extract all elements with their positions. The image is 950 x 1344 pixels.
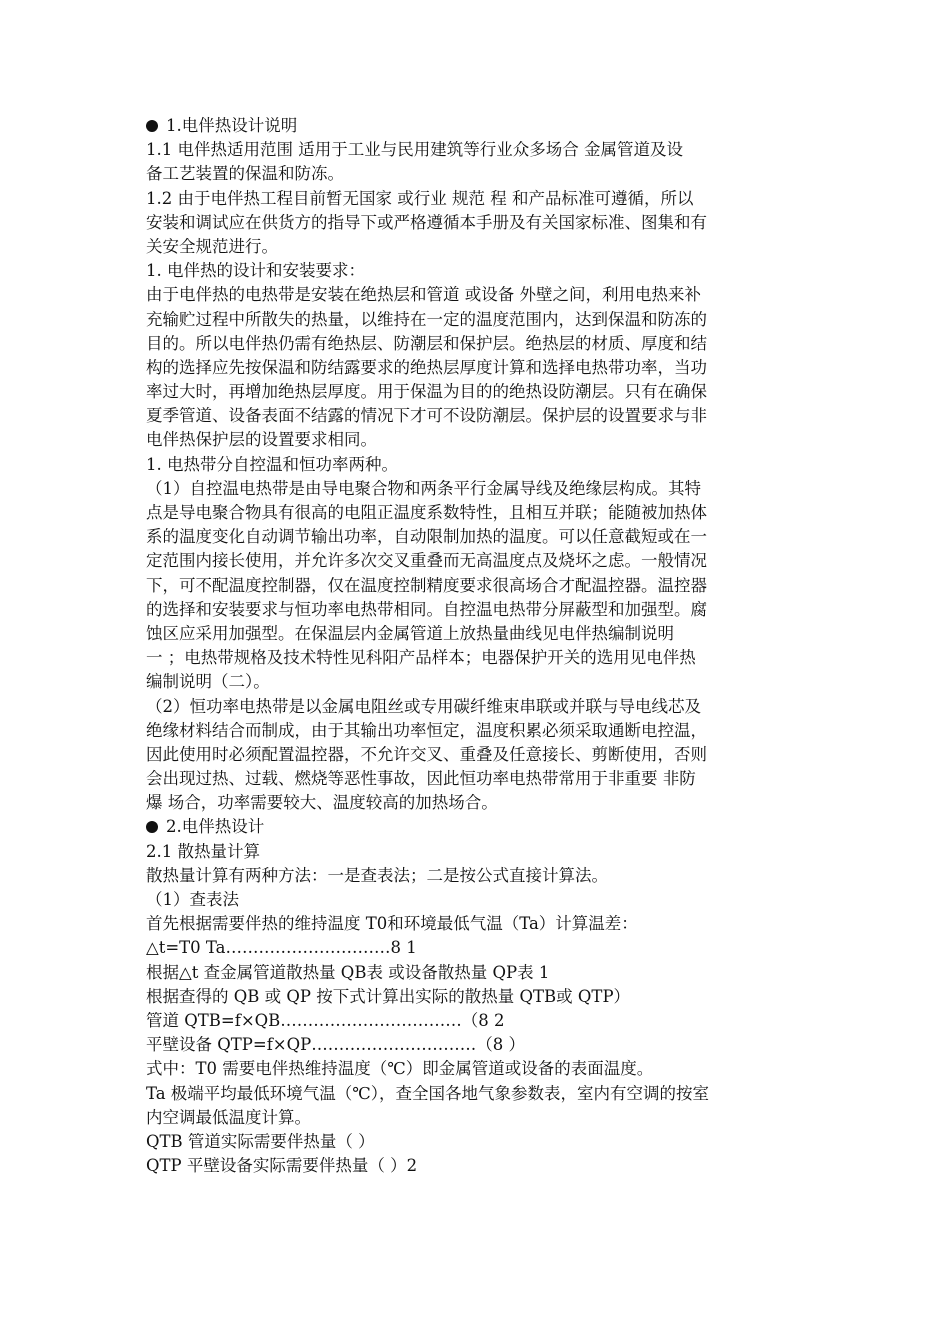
text-line: 管道 QTB=f×QB……………………………（8 2: [146, 1010, 505, 1030]
text-line: 根据查得的 QB 或 QP 按下式计算出实际的散热量 QTB或 QTP）: [146, 986, 631, 1006]
text-line: 1.2 由于电伴热工程目前暂无国家 或行业 规范 程 和产品标准可遵循，所以: [146, 188, 694, 208]
text-line: 1. 电热带分自控温和恒功率两种。: [146, 454, 398, 474]
document-page: [146, 114, 796, 1178]
text-line: 因此使用时必须配置温控器，不允许交叉、重叠及任意接长、剪断使用，否则: [146, 744, 707, 764]
text-line: 蚀区应采用加强型。在保温层内金属管道上放热量曲线见电伴热编制说明: [146, 623, 674, 643]
text-line: 下，可不配温度控制器，仅在温度控制精度要求很高场合才配温控器。温控器: [146, 575, 707, 595]
text-line: 内空调最低温度计算。: [146, 1107, 311, 1127]
text-line: 根据△t 查金属管道散热量 QB表 或设备散热量 QP表 1: [146, 962, 550, 982]
text-line: 电伴热保护层的设置要求相同。: [146, 430, 377, 450]
text-line: △t=T0 Ta…………………………8 1: [146, 938, 417, 958]
text-line: QTP 平壁设备实际需要伴热量（ ）2: [146, 1156, 418, 1176]
section-heading-2: 2.电伴热设计: [146, 815, 796, 839]
text-line: 的选择和安装要求与恒功率电热带相同。自控温电热带分屏蔽型和加强型。腐: [146, 599, 707, 619]
text-line: （1）自控温电热带是由导电聚合物和两条平行金属导线及绝缘层构成。其特: [146, 478, 701, 498]
text-line: 会出现过热、过载、燃烧等恶性事故，因此恒功率电热带常用于非重要 非防: [146, 769, 696, 789]
text-line: 散热量计算有两种方法：一是查表法；二是按公式直接计算法。: [146, 865, 608, 885]
text-line: 编制说明（二）。: [146, 672, 270, 692]
text-line: Ta 极端平均最低环境气温（℃），查全国各地气象参数表，室内有空调的按室: [146, 1083, 710, 1103]
text-line: 备工艺装置的保温和防冻。: [146, 164, 344, 184]
text-line: 充输贮过程中所散失的热量，以维持在一定的温度范围内，达到保温和防冻的: [146, 309, 707, 329]
text-line: 1.1 电伴热适用范围 适用于工业与民用建筑等行业众多场合 金属管道及设: [146, 140, 683, 160]
bullet-icon: [146, 821, 158, 833]
text-line: 率过大时，再增加绝热层厚度。用于保温为目的的绝热设防潮层。只有在确保: [146, 382, 707, 402]
text-line: 首先根据需要伴热的维持温度 T0和环境最低气温（Ta）计算温差：: [146, 914, 638, 934]
text-line: 2.1 散热量计算: [146, 841, 260, 861]
text-line: 平壁设备 QTP=f×QP…………………………（8 ）: [146, 1035, 526, 1055]
text-line: 由于电伴热的电热带是安装在绝热层和管道 或设备 外壁之间，利用电热来补: [146, 285, 701, 305]
text-line: 爆 场合，功率需要较大、温度较高的加热场合。: [146, 793, 498, 813]
text-line: 安装和调试应在供货方的指导下或严格遵循本手册及有关国家标准、图集和有: [146, 212, 707, 232]
text-line: 绝缘材料结合而制成，由于其输出功率恒定，温度积累必须采取通断电控温，: [146, 720, 707, 740]
text-line: 定范围内接长使用，并允许多次交叉重叠而无高温度点及烧坏之虑。一般情况: [146, 551, 707, 571]
text-line: 一 ；电热带规格及技术特性见科阳产品样本；电器保护开关的选用见电伴热: [146, 648, 696, 668]
text-line: 关安全规范进行。: [146, 236, 278, 256]
text-line: 夏季管道、设备表面不结露的情况下才可不设防潮层。保护层的设置要求与非: [146, 406, 707, 426]
text-line: 构的选择应先按保温和防结露要求的绝热层厚度计算和选择电热带功率，当功: [146, 357, 707, 377]
text-line: 1. 电伴热的设计和安装要求：: [146, 261, 365, 281]
text-line: （1）查表法: [146, 890, 239, 909]
text-line: QTB 管道实际需要伴热量（ ）: [146, 1131, 375, 1151]
section-heading-1: 1.电伴热设计说明: [146, 114, 796, 138]
bullet-icon: [146, 120, 158, 132]
text-line: （2）恒功率电热带是以金属电阻丝或专用碳纤维束串联或并联与导电线芯及: [146, 696, 701, 716]
text-line: 目的。所以电伴热仍需有绝热层、防潮层和保护层。绝热层的材质、厚度和结: [146, 333, 707, 353]
text-line: 式中：T0 需要电伴热维持温度（℃）即金属管道或设备的表面温度。: [146, 1059, 654, 1079]
text-line: 点是导电聚合物具有很高的电阻正温度系数特性，且相互并联；能随被加热体: [146, 503, 707, 522]
text-line: 系的温度变化自动调节输出功率，自动限制加热的温度。可以任意截短或在一: [146, 527, 707, 547]
